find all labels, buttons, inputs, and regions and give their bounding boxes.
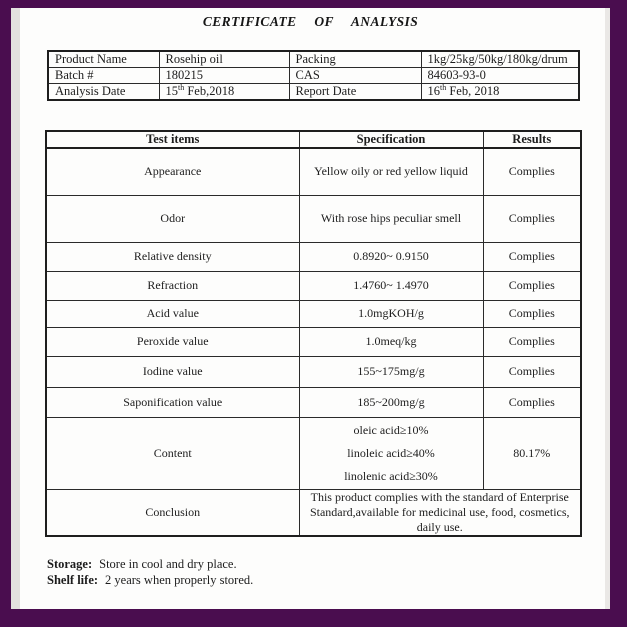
test-item-cell: Saponification value — [46, 387, 299, 417]
header-row — [46, 131, 581, 148]
table-row-peroxide-value — [46, 327, 581, 356]
shelf-life-line — [47, 573, 253, 589]
test-item-cell: Acid value — [46, 300, 299, 327]
spec-cell: 1.0mgKOH/g — [299, 300, 483, 327]
test-item-cell: Relative density — [46, 242, 299, 271]
product-name-label: Product Name — [48, 51, 159, 68]
spec-cell: 1.4760~ 1.4970 — [299, 271, 483, 300]
cas-value: 84603-93-0 — [421, 68, 579, 84]
table-row-acid-value — [46, 300, 581, 327]
storage-text: Store in cool and dry place. — [99, 557, 237, 571]
spec-line-oleic: oleic acid≥10% — [353, 422, 429, 437]
spec-cell: With rose hips peculiar smell — [299, 195, 483, 242]
packing-label: Packing — [289, 51, 421, 68]
spec-cell: 1.0meq/kg — [299, 327, 483, 356]
product-name-value: Rosehip oil — [159, 51, 289, 68]
result-cell: Complies — [483, 271, 581, 300]
table-row-conclusion — [46, 489, 581, 536]
result-cell: Complies — [483, 356, 581, 387]
storage-label: Storage: — [47, 557, 93, 571]
cas-label: CAS — [289, 68, 421, 84]
spec-line-linolenic: linolenic acid≥30% — [344, 468, 438, 483]
col-header-results: Results — [483, 131, 581, 148]
test-item-cell: Peroxide value — [46, 327, 299, 356]
report-date-day: 16 — [427, 84, 440, 98]
analysis-results-table — [45, 130, 582, 537]
table-row-odor — [46, 195, 581, 242]
analysis-date-rest: Feb,2018 — [187, 84, 235, 98]
report-date-value — [421, 84, 579, 101]
info-row-dates — [48, 84, 579, 101]
page-edge-shadow-right — [605, 8, 610, 609]
spec-line-linoleic: linoleic acid≥40% — [347, 445, 435, 460]
certificate-page — [11, 8, 610, 609]
spec-cell: 0.8920~ 0.9150 — [299, 242, 483, 271]
col-header-test-items: Test items — [46, 131, 299, 148]
analysis-date-day: 15 — [165, 84, 178, 98]
analysis-date-label: Analysis Date — [48, 84, 159, 101]
result-cell: Complies — [483, 148, 581, 195]
report-date-ordinal: th — [440, 83, 447, 92]
report-date-label: Report Date — [289, 84, 421, 101]
shelf-life-text: 2 years when properly stored. — [105, 572, 254, 587]
result-cell: Complies — [483, 300, 581, 327]
spec-cell: 155~175mg/g — [299, 356, 483, 387]
spec-cell: 185~200mg/g — [299, 387, 483, 417]
test-item-cell: Odor — [46, 195, 299, 242]
conclusion-text-cell: This product complies with the standard of Enterprise Standard,available for medicinal use, food, cosmetics, daily use. — [299, 489, 581, 536]
shelf-life-label: Shelf life: — [47, 572, 99, 587]
table-row-iodine-value — [46, 356, 581, 387]
info-row-batch — [48, 68, 579, 84]
batch-value: 180215 — [159, 68, 289, 84]
result-cell: Complies — [483, 195, 581, 242]
page-edge-shadow-left — [11, 8, 20, 609]
batch-label: Batch # — [48, 68, 159, 84]
result-cell: Complies — [483, 387, 581, 417]
table-row-content — [46, 417, 581, 489]
result-cell: 80.17% — [483, 417, 581, 489]
col-header-specification: Specification — [299, 131, 483, 148]
test-item-cell: Iodine value — [46, 356, 299, 387]
packing-value: 1kg/25kg/50kg/180kg/drum — [421, 51, 579, 68]
table-row-appearance — [46, 148, 581, 195]
spec-cell: Yellow oily or red yellow liquid — [299, 148, 483, 195]
product-info-table — [47, 50, 580, 101]
storage-line — [47, 557, 253, 573]
report-date-rest: Feb, 2018 — [449, 84, 500, 98]
table-row-saponification-value — [46, 387, 581, 417]
footer-notes — [47, 557, 253, 588]
analysis-date-ordinal: th — [178, 83, 185, 92]
result-cell: Complies — [483, 327, 581, 356]
info-row-product — [48, 51, 579, 68]
certificate-title: CERTIFICATE OF ANALYSIS — [202, 14, 419, 29]
table-row-relative-density — [46, 242, 581, 271]
test-item-cell: Content — [46, 417, 299, 489]
test-item-cell: Appearance — [46, 148, 299, 195]
result-cell: Complies — [483, 242, 581, 271]
test-item-cell: Refraction — [46, 271, 299, 300]
analysis-date-value — [159, 84, 289, 101]
spec-cell — [299, 417, 483, 489]
table-row-refraction — [46, 271, 581, 300]
test-item-cell: Conclusion — [46, 489, 299, 536]
